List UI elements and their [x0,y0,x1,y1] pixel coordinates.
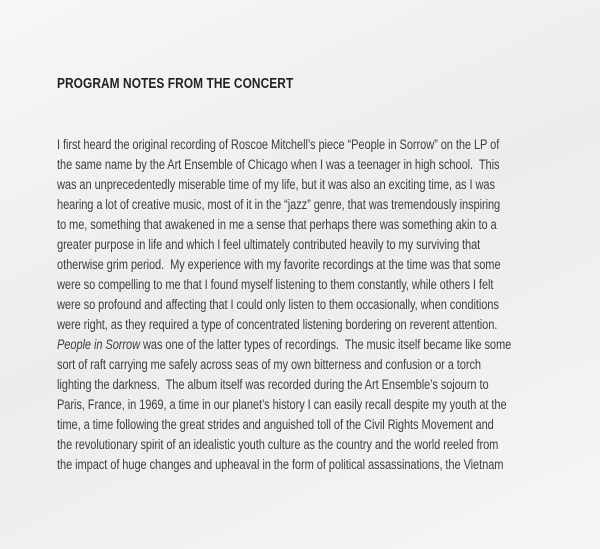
text-segment: were so compelling to me that I found myself listening to them constantly, while others I felt [57,277,494,292]
text-line [57,175,511,195]
text-line [57,155,511,175]
text-line [57,395,511,415]
text-segment: I first heard the original recording of Roscoe Mitchell’s piece “People in Sorrow” on the LP of [57,137,500,152]
text-segment: were so profound and affecting that I could only listen to them occasionally, when conditions [57,297,499,312]
text-segment: the revolutionary spirit of an idealistic youth culture as the country and the world reeled from [57,437,499,452]
text-segment: the impact of huge changes and upheaval in the form of political assassinations, the Vietnam [57,457,504,472]
text-line [57,275,511,295]
text-segment: was one of the latter types of recordings. The music itself became like some [139,337,512,352]
text-segment: the same name by the Art Ensemble of Chicago when I was a teenager in high school. This [57,157,500,172]
text-segment: otherwise grim period. My experience with my favorite recordings at the time was that some [57,257,501,272]
text-segment: to me, something that awakened in me a sense that perhaps there was something akin to a [57,217,497,232]
text-segment: sort of raft carrying me safely across seas of my own bitterness and confusion or a torch [57,357,482,372]
text-line [57,255,511,275]
text-line [57,315,511,335]
text-line [57,335,511,355]
italic-text-segment: People in Sorrow [57,337,140,352]
text-line [57,215,511,235]
text-segment: greater purpose in life and which I feel ultimately contributed heavily to my surviving that [57,237,481,252]
text-line [57,375,511,395]
text-line [57,135,511,155]
text-line [57,355,511,375]
text-segment: lighting the darkness. The album itself was recorded during the Art Ensemble’s sojourn to [57,377,489,392]
text-segment: Paris, France, in 1969, a time in our planet’s history I can easily recall despite my youth at the [57,397,507,412]
program-notes-paragraph [57,135,511,475]
text-segment: were right, as they required a type of concentrated listening bordering on reverent attention. [57,317,498,332]
text-segment: was an unprecedentedly miserable time of my life, but it was also an exciting time, as I was [57,177,495,192]
text-line [57,435,511,455]
text-line [57,415,511,435]
text-segment: hearing a lot of creative music, most of it in the “jazz” genre, that was tremendously inspiring [57,197,501,212]
text-line [57,235,511,255]
text-segment: time, a time following the great strides and anguished toll of the Civil Rights Movement and [57,417,494,432]
text-line [57,295,511,315]
text-line [57,195,511,215]
page-title: PROGRAM NOTES FROM THE CONCERT [57,76,294,92]
text-line [57,455,511,475]
